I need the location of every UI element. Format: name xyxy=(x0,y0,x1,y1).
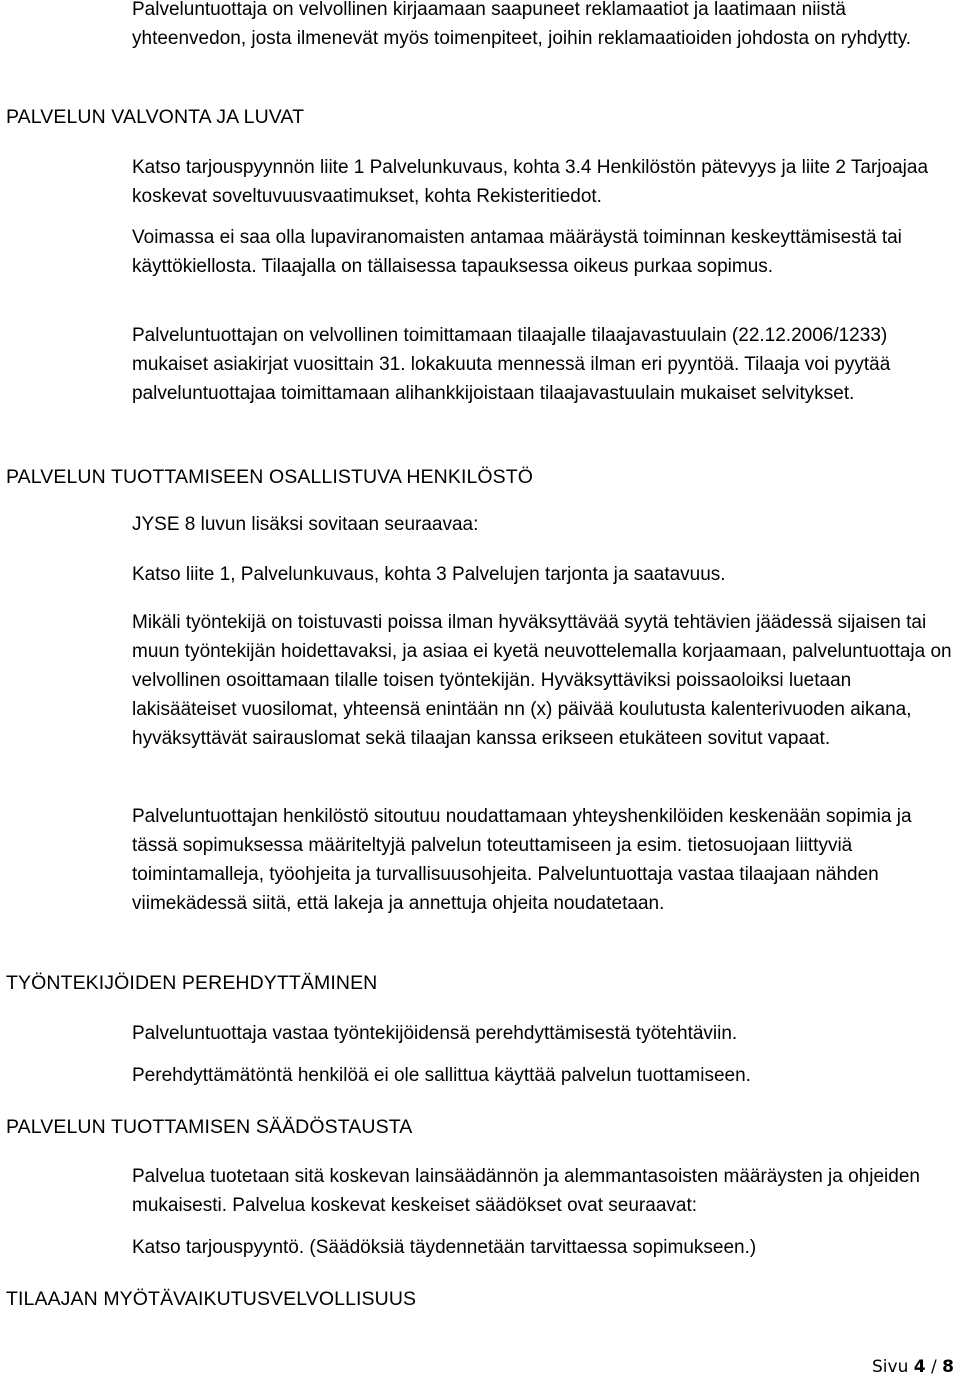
page-number-footer xyxy=(872,1356,954,1378)
current-page-number: 4 xyxy=(913,1357,926,1377)
paragraph-valvonta-2: Voimassa ei saa olla lupaviranomaisten antamaa määräystä toiminnan keskeyttämisestä tai käyttökiellosta. Tilaajalla on tällaisessa tapauksessa oikeus purkaa sopimus. xyxy=(132,227,902,277)
paragraph-perehdyttaminen-2: Perehdyttämätöntä henkilöä ei ole sallittua käyttää palvelun tuottamiseen. xyxy=(132,1065,751,1086)
section-heading-henkilosto: PALVELUN TUOTTAMISEEN OSALLISTUVA HENKILÖSTÖ xyxy=(6,466,534,488)
intro-paragraph: Palveluntuottaja on velvollinen kirjaamaan saapuneet reklamaatiot ja laatimaan niistä yhteenvedon, josta ilmenevät myös toimenpiteet, joihin reklamaatioiden johdosta on ryhdytty. xyxy=(132,0,912,49)
section-heading-valvonta: PALVELUN VALVONTA JA LUVAT xyxy=(6,106,305,128)
paragraph-saadostausta-2: Katso tarjouspyyntö. (Säädöksiä täydennetään tarvittaessa sopimukseen.) xyxy=(132,1237,757,1258)
section-heading-saadostausta: PALVELUN TUOTTAMISEN SÄÄDÖSTAUSTA xyxy=(6,1116,413,1138)
total-pages-number: 8 xyxy=(942,1357,954,1377)
paragraph-valvonta-3: Palveluntuottajan on velvollinen toimittamaan tilaajalle tilaajavastuulain (22.12.2006/1233) mukaiset asiakirjat vuosittain 31. lokakuuta mennessä ilman eri pyyntöä. Tilaaja voi pyytää palveluntuottajaa toimittamaan alihankkijoistaan tilaajavastuulain mukaiset selvitykset. xyxy=(132,325,891,404)
section-heading-myotavaikutus: TILAAJAN MYÖTÄVAIKUTUSVELVOLLISUUS xyxy=(6,1288,417,1310)
paragraph-henkilosto-1: JYSE 8 luvun lisäksi sovitaan seuraavaa: xyxy=(132,514,479,535)
paragraph-perehdyttaminen-1: Palveluntuottaja vastaa työntekijöidensä perehdyttämisestä työtehtäviin. xyxy=(132,1023,738,1044)
paragraph-saadostausta-1: Palvelua tuotetaan sitä koskevan lainsäädännön ja alemmantasoisten määräysten ja ohjeiden mukaisesti. Palvelua koskevat keskeiset säädökset ovat seuraavat: xyxy=(132,1166,920,1216)
page-label: Sivu xyxy=(872,1357,909,1377)
page-separator: / xyxy=(931,1357,937,1377)
paragraph-henkilosto-2: Katso liite 1, Palvelunkuvaus, kohta 3 Palvelujen tarjonta ja saatavuus. xyxy=(132,564,726,585)
paragraph-henkilosto-3: Mikäli työntekijä on toistuvasti poissa ilman hyväksyttävää syytä tehtävien jäädessä sijaisen tai muun työntekijän hoidettavaksi, ja asiaa ei kyetä neuvottelemalla korjaamaan, palveluntuottaja on velvollinen osoittamaan tilalle toisen työntekijän. Hyväksyttäviksi poissaoloiksi luetaan lakisääteiset vuosilomat, yhteensä enintään nn (x) päivää koulutusta kalenterivuoden aikana, hyväksyttävät sairauslomat sekä tilaajan kanssa erikseen etukäteen sovitut vapaat. xyxy=(132,612,952,749)
paragraph-henkilosto-4: Palveluntuottajan henkilöstö sitoutuu noudattamaan yhteyshenkilöiden keskenään sopimia ja tässä sopimuksessa määriteltyjä palvelun toteuttamiseen ja esim. tietosuojaan liittyviä toimintamalleja, työohjeita ja turvallisuusohjeita. Palveluntuottaja vastaa tilaajaan nähden viimekädessä siitä, että lakeja ja annettuja ohjeita noudatetaan. xyxy=(132,806,912,914)
paragraph-valvonta-1: Katso tarjouspyynnön liite 1 Palvelunkuvaus, kohta 3.4 Henkilöstön pätevyys ja liite 2 Tarjoajaa koskevat soveltuvuusvaatimukset, kohta Rekisteritiedot. xyxy=(132,157,929,207)
section-heading-perehdyttaminen: TYÖNTEKIJÖIDEN PEREHDYTTÄMINEN xyxy=(6,972,378,994)
